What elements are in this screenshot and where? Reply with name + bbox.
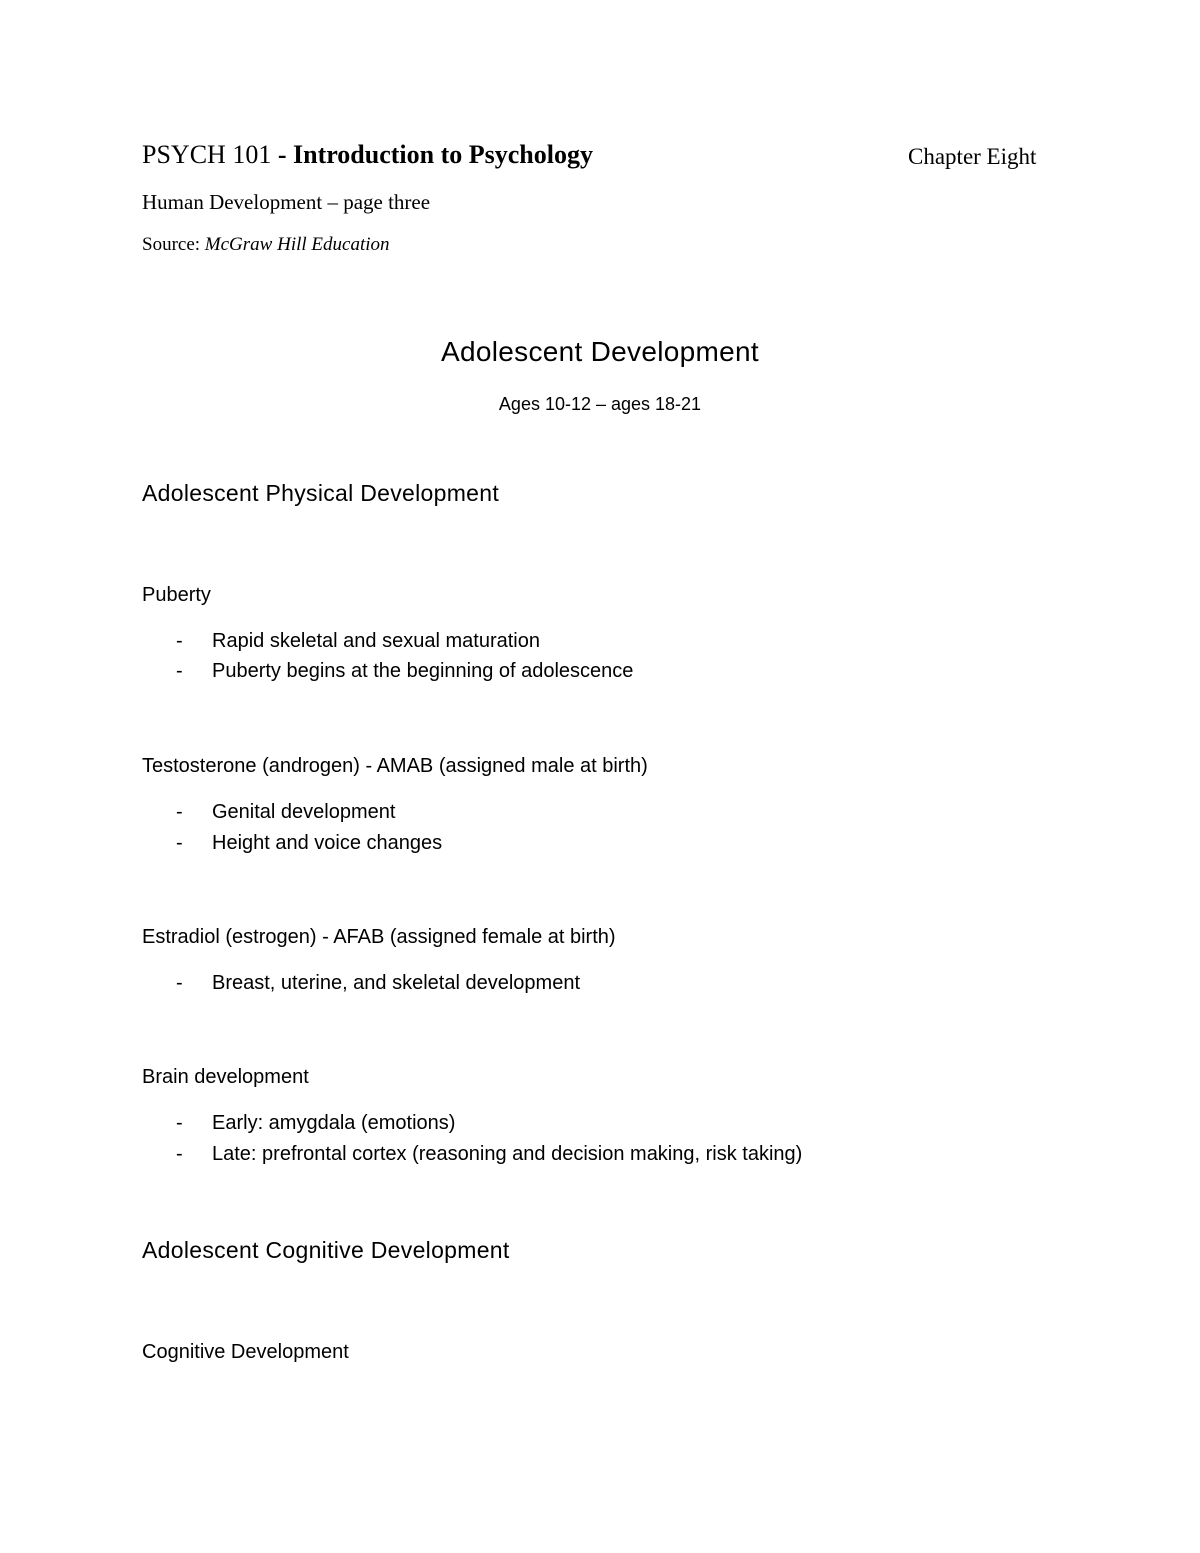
bullet-dash: -	[176, 972, 183, 994]
section-heading-physical: Adolescent Physical Development	[142, 480, 500, 506]
subheading-estradiol: Estradiol (estrogen) - AFAB (assigned female at birth)	[142, 926, 616, 948]
subheading-cognitive: Cognitive Development	[142, 1341, 349, 1363]
list-item: - Breast, uterine, and skeletal development	[176, 972, 580, 994]
list-item: - Rapid skeletal and sexual maturation	[176, 630, 540, 652]
list-item: - Genital development	[176, 801, 396, 823]
course-separator: -	[271, 140, 293, 169]
bullet-dash: -	[176, 630, 183, 652]
page-title: Adolescent Development	[441, 336, 759, 367]
list-item: - Early: amygdala (emotions)	[176, 1112, 456, 1134]
chapter-label: Chapter Eight	[908, 144, 1037, 169]
subheading-brain: Brain development	[142, 1066, 309, 1088]
age-range: Ages 10-12 – ages 18-21	[498, 394, 702, 414]
subheading-testosterone: Testosterone (androgen) - AMAB (assigned male at birth)	[142, 755, 648, 777]
bullet-dash: -	[176, 801, 183, 823]
course-header	[142, 140, 593, 170]
course-title: Introduction to Psychology	[293, 140, 593, 169]
page-subtitle: Human Development – page three	[142, 190, 431, 214]
bullet-dash: -	[176, 832, 183, 854]
list-item: - Puberty begins at the beginning of adolescence	[176, 660, 634, 682]
course-code: PSYCH 101	[142, 140, 272, 169]
source-name: McGraw Hill Education	[204, 234, 390, 255]
bullet-dash: -	[176, 1143, 183, 1165]
bullet-dash: -	[176, 1112, 183, 1134]
list-item: - Height and voice changes	[176, 832, 443, 854]
section-heading-cognitive: Adolescent Cognitive Development	[142, 1237, 510, 1263]
bullet-dash: -	[176, 660, 183, 682]
list-item: - Late: prefrontal cortex (reasoning and decision making, risk taking)	[176, 1143, 803, 1165]
source-label: Source:	[142, 234, 205, 255]
source-line	[142, 234, 390, 256]
subheading-puberty: Puberty	[142, 584, 211, 606]
